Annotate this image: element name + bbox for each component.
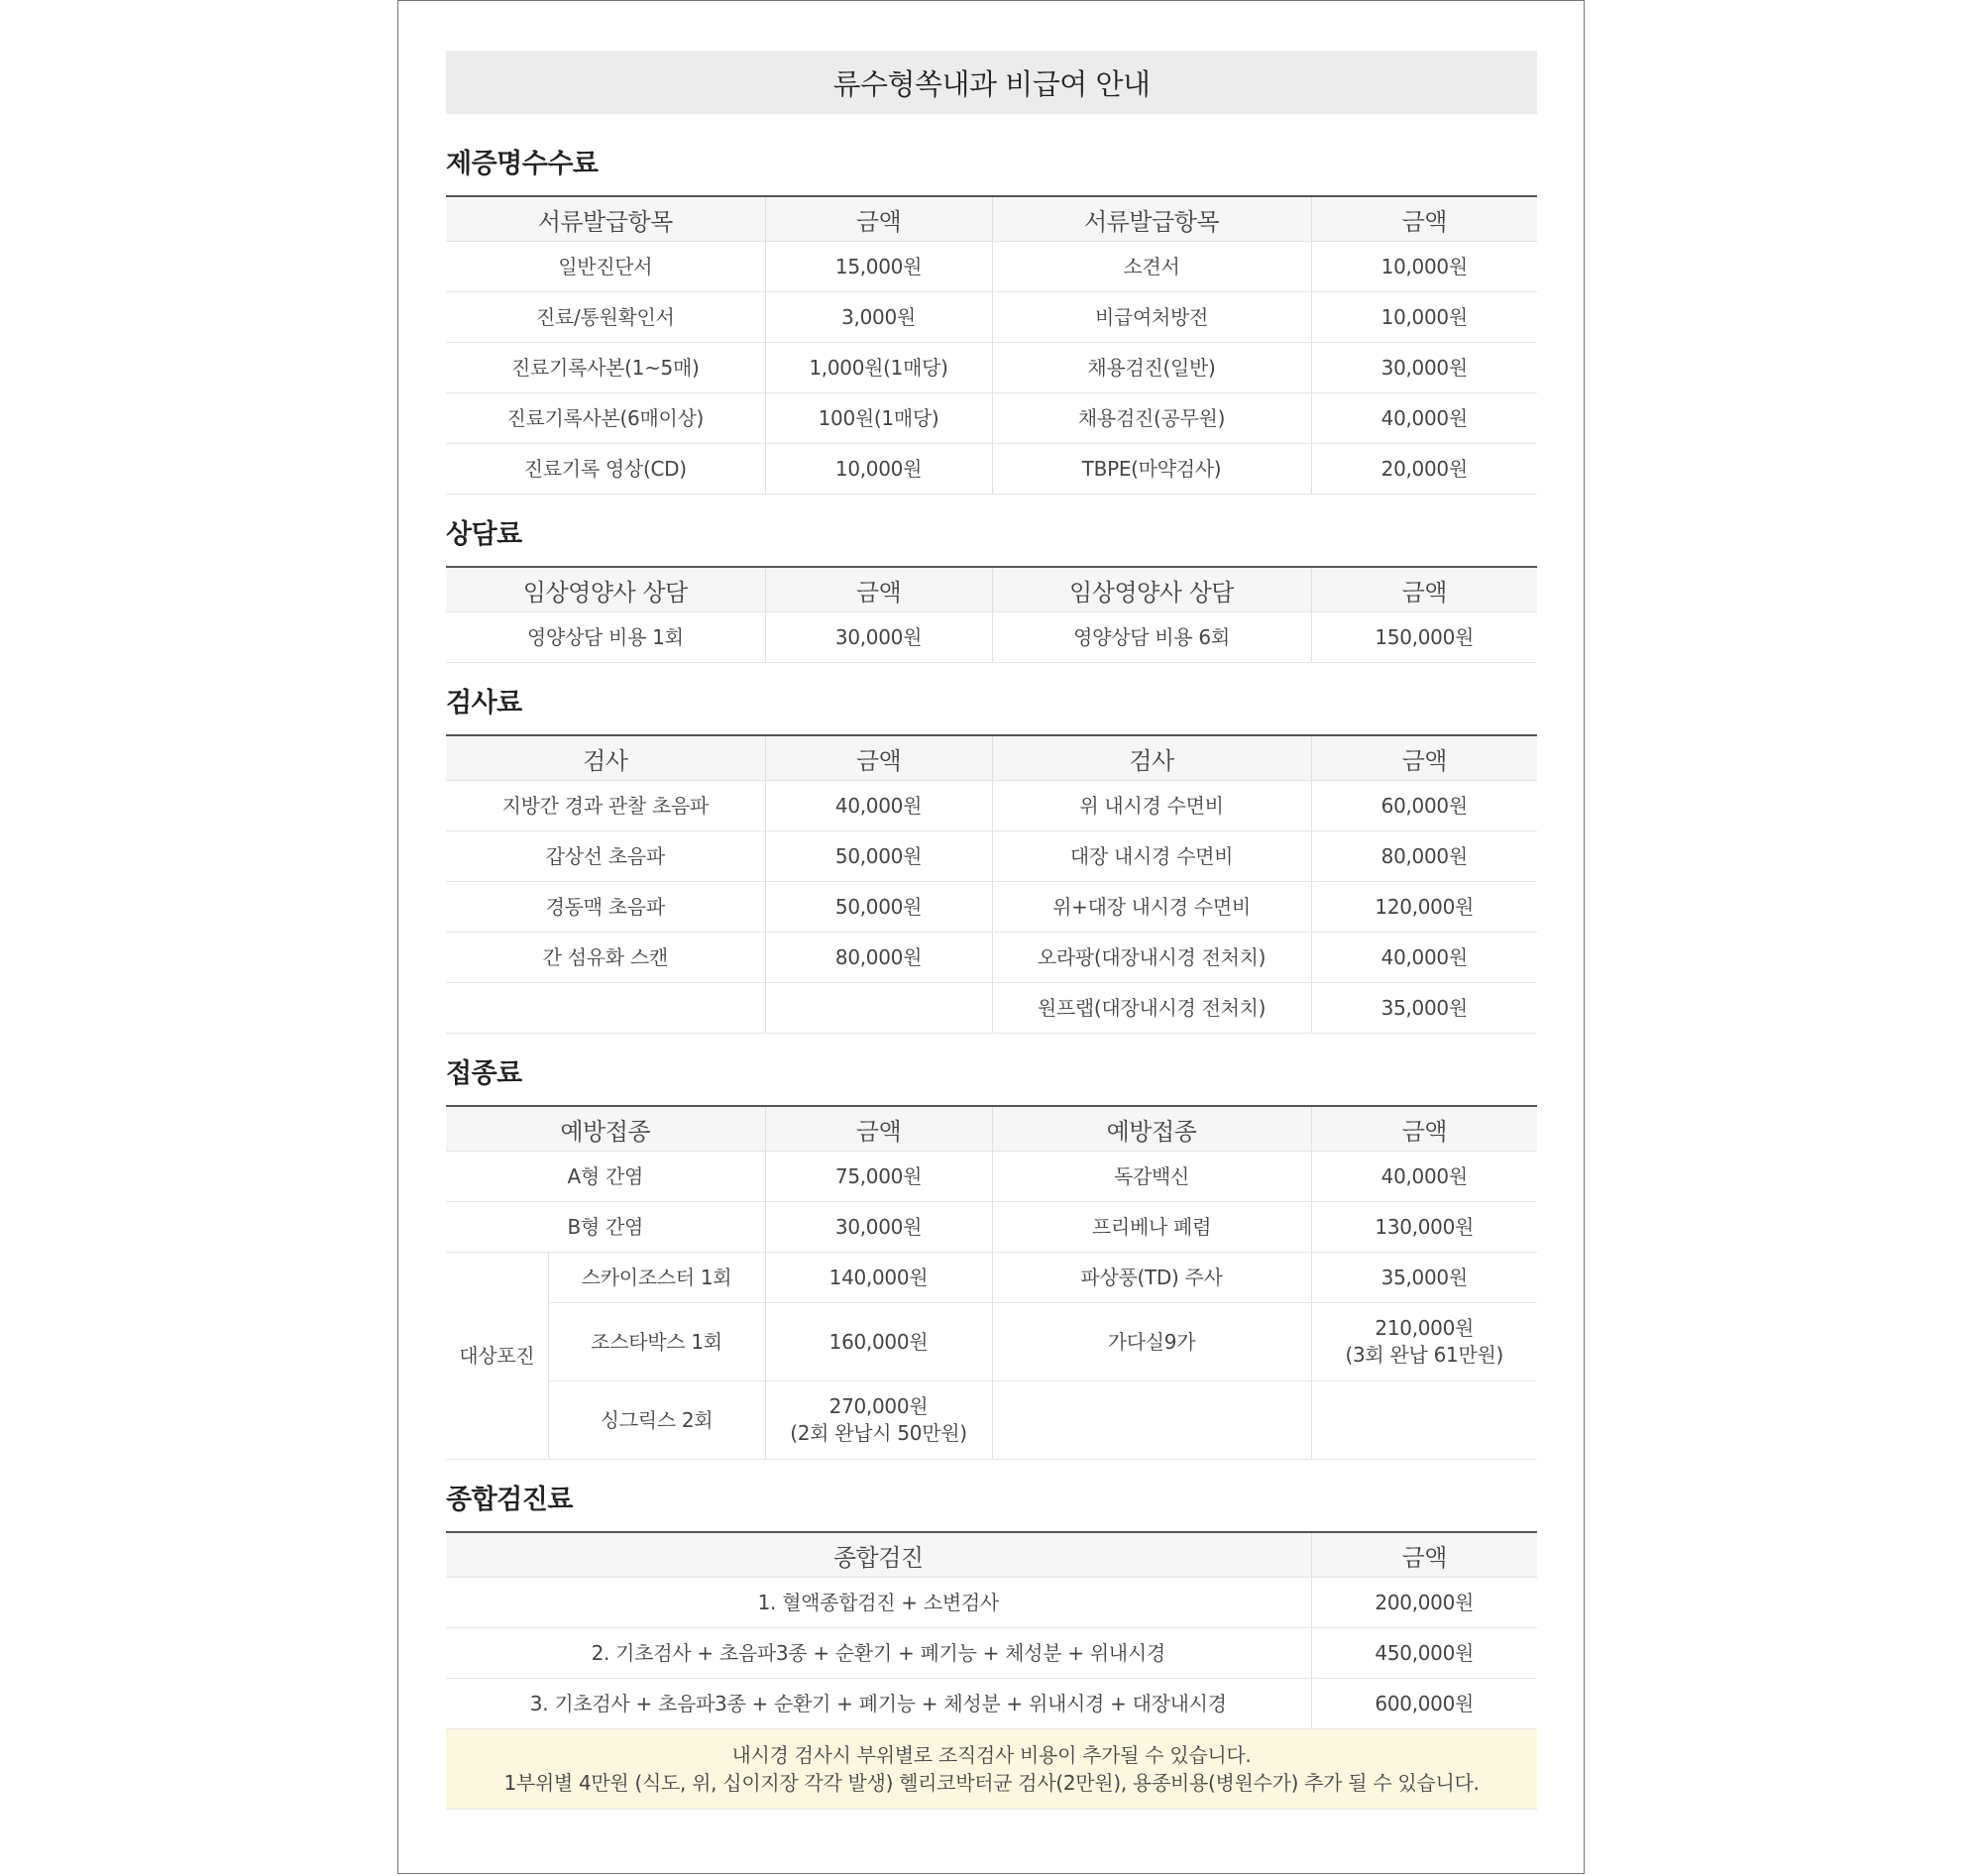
item-name: TBPE(마약검사)	[992, 444, 1311, 495]
table-row	[446, 1152, 1537, 1202]
item-name: 대장 내시경 수면비	[992, 831, 1311, 882]
item-price: 20,000원	[1311, 444, 1537, 495]
item-price: 75,000원	[765, 1152, 992, 1202]
item-name: 간 섬유화 스캔	[446, 933, 765, 983]
note-line: 내시경 검사시 부위별로 조직검사 비용이 추가될 수 있습니다.	[731, 1743, 1252, 1767]
item-price: 10,000원	[1311, 292, 1537, 343]
column-header: 서류발급항목	[992, 196, 1311, 242]
item-name: A형 간염	[446, 1152, 765, 1202]
consultation-table	[446, 566, 1537, 663]
item-name: 위 내시경 수면비	[992, 781, 1311, 831]
item-name: 오라팡(대장내시경 전처치)	[992, 933, 1311, 983]
item-name: 진료기록사본(1~5매)	[446, 343, 765, 393]
table-row	[446, 933, 1537, 983]
price-main: 270,000원	[828, 1394, 929, 1418]
item-price: 600,000원	[1311, 1679, 1537, 1729]
item-price	[765, 983, 992, 1034]
item-price	[765, 1253, 992, 1303]
note-line: 1부위별 4만원 (식도, 위, 십이지장 각각 발생) 헬리코박터균 검사(2만원), 용종비용(병원수가) 추가 될 수 있습니다.	[503, 1771, 1480, 1795]
item-name: 원프랩(대장내시경 전처치)	[992, 983, 1311, 1034]
section-title-vaccination: 접종료	[446, 1058, 522, 1089]
column-header: 금액	[765, 735, 992, 781]
item-price: 40,000원	[1311, 933, 1537, 983]
item-price: 30,000원	[765, 1202, 992, 1253]
column-header: 예방접종	[446, 1106, 765, 1152]
item-name: 가다실9가	[992, 1303, 1311, 1381]
table-row	[446, 781, 1537, 831]
item-name: 진료기록사본(6매이상)	[446, 393, 765, 444]
item-price: 120,000원	[1311, 882, 1537, 933]
table-row	[446, 1578, 1537, 1628]
table-row	[446, 393, 1537, 444]
item-price	[765, 1381, 992, 1460]
item-price: 40,000원	[1311, 393, 1537, 444]
item-name: 위+대장 내시경 수면비	[992, 882, 1311, 933]
item-price: 3,000원	[765, 292, 992, 343]
item-name: 비급여처방전	[992, 292, 1311, 343]
item-price: 130,000원	[1311, 1202, 1537, 1253]
item-price: 35,000원	[1311, 1253, 1537, 1303]
item-name	[446, 983, 765, 1034]
table-header-row	[446, 196, 1537, 242]
item-name: 3. 기초검사 + 초음파3종 + 순환기 + 폐기능 + 체성분 + 위내시경 + 대장내시경	[446, 1679, 1311, 1729]
item-price: 40,000원	[1311, 1152, 1537, 1202]
column-header: 검사	[446, 735, 765, 781]
item-name: 지방간 경과 관찰 초음파	[446, 781, 765, 831]
item-price: 30,000원	[1311, 343, 1537, 393]
item-price: 200,000원	[1311, 1578, 1537, 1628]
item-price: 160,000원	[765, 1303, 992, 1381]
column-header: 금액	[765, 567, 992, 612]
item-price: 30,000원	[765, 612, 992, 663]
section-title-certificates: 제증명수수료	[446, 149, 599, 179]
item-name: 싱그릭스 2회	[548, 1381, 765, 1460]
item-name: 채용검진(공무원)	[992, 393, 1311, 444]
item-name: 프리베나 폐렴	[992, 1202, 1311, 1253]
column-header: 종합검진	[446, 1532, 1311, 1578]
item-price: 15,000원	[765, 242, 992, 292]
item-name: 조스타박스 1회	[548, 1303, 765, 1381]
column-header: 임상영양사 상담	[992, 567, 1311, 612]
table-header-row	[446, 567, 1537, 612]
item-name: 소견서	[992, 242, 1311, 292]
section-title-consultation: 상담료	[446, 519, 522, 550]
table-row	[446, 1628, 1537, 1679]
item-name: 영양상담 비용 1회	[446, 612, 765, 663]
item-name: 영양상담 비용 6회	[992, 612, 1311, 663]
price-note: (2회 완납시 50만원)	[790, 1421, 967, 1445]
page-frame	[397, 0, 1585, 1874]
item-name: 갑상선 초음파	[446, 831, 765, 882]
item-name: 파상풍(TD) 주사	[992, 1253, 1311, 1303]
column-header: 금액	[1311, 567, 1537, 612]
item-price: 35,000원	[1311, 983, 1537, 1034]
column-header: 임상영양사 상담	[446, 567, 765, 612]
price-main: 140,000원	[828, 1265, 929, 1289]
item-price: 450,000원	[1311, 1628, 1537, 1679]
item-price: 10,000원	[765, 444, 992, 495]
column-header: 금액	[765, 196, 992, 242]
item-name: 1. 혈액종합검진 + 소변검사	[446, 1578, 1311, 1628]
item-price	[1311, 1381, 1537, 1460]
table-row	[446, 1303, 1537, 1381]
table-row	[446, 343, 1537, 393]
certificates-table	[446, 195, 1537, 495]
item-name: 채용검진(일반)	[992, 343, 1311, 393]
item-name: 경동맥 초음파	[446, 882, 765, 933]
table-row	[446, 831, 1537, 882]
item-name: 독감백신	[992, 1152, 1311, 1202]
table-row	[446, 1253, 1537, 1303]
price-main: 210,000원	[1375, 1316, 1475, 1340]
group-label-shingles: 대상포진	[446, 1253, 548, 1460]
item-price: 100원(1매당)	[765, 393, 992, 444]
item-price	[1311, 1303, 1537, 1381]
table-header-row	[446, 1532, 1537, 1578]
item-price: 80,000원	[765, 933, 992, 983]
item-name: 스카이조스터 1회	[548, 1253, 765, 1303]
vaccination-table	[446, 1105, 1537, 1460]
column-header: 금액	[765, 1106, 992, 1152]
table-header-row	[446, 735, 1537, 781]
table-row	[446, 983, 1537, 1034]
price-note: (3회 완납 61만원)	[1345, 1343, 1503, 1367]
table-row	[446, 444, 1537, 495]
table-header-row	[446, 1106, 1537, 1152]
item-name: 진료/통원확인서	[446, 292, 765, 343]
column-header: 금액	[1311, 1106, 1537, 1152]
page-title: 류수형쏙내과 비급여 안내	[446, 51, 1537, 114]
content	[446, 51, 1537, 1810]
table-row	[446, 882, 1537, 933]
section-title-tests: 검사료	[446, 688, 522, 718]
item-price: 150,000원	[1311, 612, 1537, 663]
table-row	[446, 1381, 1537, 1460]
item-price: 60,000원	[1311, 781, 1537, 831]
item-name: 일반진단서	[446, 242, 765, 292]
column-header: 검사	[992, 735, 1311, 781]
item-price: 40,000원	[765, 781, 992, 831]
item-name: 2. 기초검사 + 초음파3종 + 순환기 + 폐기능 + 체성분 + 위내시경	[446, 1628, 1311, 1679]
checkup-table	[446, 1531, 1537, 1729]
item-price: 10,000원	[1311, 242, 1537, 292]
item-price: 1,000원(1매당)	[765, 343, 992, 393]
table-row	[446, 612, 1537, 663]
checkup-note	[446, 1729, 1537, 1810]
item-price: 80,000원	[1311, 831, 1537, 882]
item-price: 50,000원	[765, 831, 992, 882]
item-name: 진료기록 영상(CD)	[446, 444, 765, 495]
section-title-checkup: 종합검진료	[446, 1485, 573, 1515]
item-name: B형 간염	[446, 1202, 765, 1253]
table-row	[446, 292, 1537, 343]
column-header: 금액	[1311, 735, 1537, 781]
column-header: 서류발급항목	[446, 196, 765, 242]
table-row	[446, 242, 1537, 292]
column-header: 금액	[1311, 1532, 1537, 1578]
item-price: 50,000원	[765, 882, 992, 933]
item-name	[992, 1381, 1311, 1460]
tests-table	[446, 734, 1537, 1034]
table-row	[446, 1679, 1537, 1729]
table-row	[446, 1202, 1537, 1253]
column-header: 금액	[1311, 196, 1537, 242]
column-header: 예방접종	[992, 1106, 1311, 1152]
